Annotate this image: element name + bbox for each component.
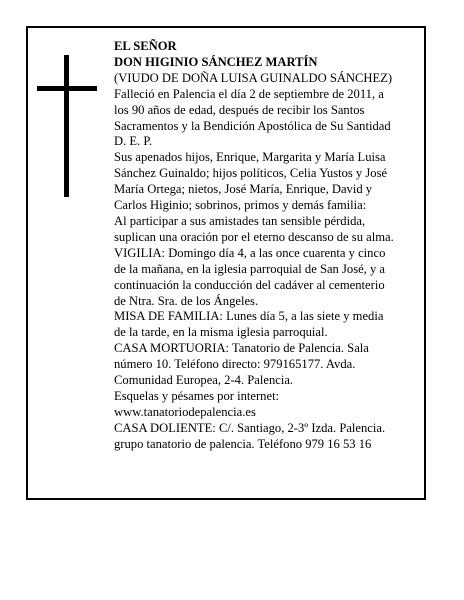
funeral-home-line: Comunidad Europea, 2-4. Palencia. (114, 373, 294, 388)
family-mass-line: MISA DE FAMILIA: Lunes día 5, a las siete y media (114, 309, 384, 324)
cross-horizontal-bar (37, 86, 97, 91)
rip-line: D. E. P. (114, 134, 153, 149)
vigil-line: VIGILIA: Domingo día 4, a las once cuarenta y cinco (114, 245, 386, 260)
funeral-home-line: número 10. Teléfono directo: 979165177. Avda. (114, 357, 356, 372)
cross-icon (37, 55, 97, 197)
vigil-line: de Ntra. Sra. de los Ángeles. (114, 293, 259, 308)
cross-vertical-bar (64, 55, 69, 197)
death-announcement-line: los 90 años de edad, después de recibir los Santos (114, 102, 365, 117)
funeral-home-line: CASA MORTUORIA: Tanatorio de Palencia. Sala (114, 341, 369, 356)
condolences-url: www.tanatoriodepalencia.es (114, 404, 256, 419)
prayer-request-line: suplican una oración por el eterno descanso de su alma. (114, 229, 394, 244)
notice-title: EL SEÑOR (114, 39, 177, 53)
family-line: Carlos Higinio; sobrinos, primos y demás familia: (114, 198, 367, 213)
vigil-line: de la mañana, en la iglesia parroquial de San José, y a (114, 261, 386, 276)
deceased-name: DON HIGINIO SÁNCHEZ MARTÍN (114, 54, 318, 69)
vigil-line: continuación la conducción del cadáver al cementerio (114, 277, 385, 292)
mourning-house-line: grupo tanatorio de palencia. Teléfono 979 16 53 16 (114, 436, 372, 451)
family-mass-line: de la tarde, en la misma iglesia parroquial. (114, 325, 328, 340)
prayer-request-line: Al participar a sus amistades tan sensible pérdida, (114, 213, 366, 228)
spouse-relation: (VIUDO DE DOÑA LUISA GUINALDO SÁNCHEZ) (114, 70, 393, 85)
obituary-text (114, 39, 419, 453)
condolences-line: Esquelas y pésames por internet: (114, 388, 280, 403)
family-line: Sus apenados hijos, Enrique, Margarita y María Luisa (114, 150, 386, 165)
mourning-house-line: CASA DOLIENTE: C/. Santiago, 2-3º Izda. Palencia. (114, 420, 386, 435)
family-line: Sánchez Guinaldo; hijos políticos, Celia Yustos y José (114, 166, 388, 181)
family-line: María Ortega; nietos, José María, Enrique, David y (114, 182, 373, 197)
death-announcement-line: Sacramentos y la Bendición Apostólica de Su Santidad (114, 118, 391, 133)
death-announcement-line: Falleció en Palencia el día 2 de septiembre de 2011, a (114, 86, 384, 101)
